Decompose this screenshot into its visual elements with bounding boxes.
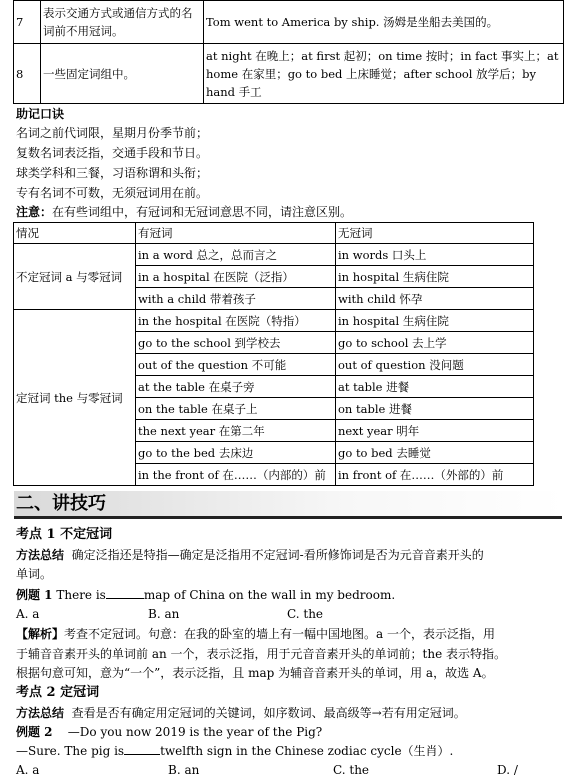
mnemonic-line: 专有名词不可数，无须冠词用在前。 [16,186,209,200]
rule-example: at night 在晚上；at first 起初；on time 按时；in fact 事实上；at home 在家里；go to bed 上床睡觉；after school 放学后；by hand 手工 [204,44,564,104]
with-article-cell: in the front of 在……（内部的）前 [136,464,336,486]
analysis-cont: 根据句意可知，意为“一个”，表示泛指，且 map 为辅音音素开头的单词，用 a，故选 A。 [16,666,494,680]
without-article-cell: next year 明年 [336,420,534,442]
option-b: B. an [168,763,200,777]
with-article-cell: on the table 在桌子上 [136,398,336,420]
option-c: C. the [333,763,370,777]
rule-text: 一些固定词组中。 [41,44,204,104]
with-article-cell: go to the school 到学校去 [136,332,336,354]
option-a: A. a [16,607,40,621]
row-number: 7 [14,1,41,44]
comparison-table [13,222,534,486]
analysis-label: 【解析】 [16,627,65,641]
without-article-cell: on table 进餐 [336,398,534,420]
example2-answer [16,743,453,759]
note-text: 在有些词组中，有冠词和无冠词意思不同，请注意区别。 [52,205,353,219]
mnemonic-title: 助记口诀 [16,107,65,121]
group-label: 定冠词 the 与零冠词 [14,310,136,486]
point1-method [16,547,484,563]
rule-example: Tom went to America by ship. 汤姆是坐船去美国的。 [204,1,564,44]
answer-blank [124,744,160,755]
point2-method [16,705,466,721]
table-row [14,1,564,44]
without-article-cell: in hospital 生病住院 [336,310,534,332]
section-divider [14,516,562,519]
point1-method-cont: 单词。 [16,567,53,581]
example-label: 例题 2 [16,725,53,739]
without-article-cell: out of question 没问题 [336,354,534,376]
example-text-pre: —Sure. The pig is [16,744,125,758]
header-cell: 有冠词 [136,223,336,244]
example-label: 例题 1 [16,588,53,602]
table-header-row [14,223,534,244]
example-question: —Do you now 2019 is the year of the Pig? [67,725,323,739]
without-article-cell: in words 口头上 [336,244,534,266]
option-a: A. a [16,763,40,777]
analysis [16,626,495,642]
table-row [14,244,534,266]
note-paragraph [16,204,352,220]
analysis-cont: 于辅音音素开头的单词前 an 一个，表示泛指，用于元音音素开头的单词前；the 表示特指。 [16,647,506,661]
with-article-cell: at the table 在桌子旁 [136,376,336,398]
rules-table [13,0,564,104]
without-article-cell: go to school 去上学 [336,332,534,354]
header-cell: 情况 [14,223,136,244]
option-c: C. the [287,607,324,621]
method-text: 查看是否有确定用定冠词的关键词，如序数词、最高级等→若有用定冠词。 [71,706,466,720]
point1-title: 考点 1 不定冠词 [16,527,113,542]
group-label: 不定冠词 a 与零冠词 [14,244,136,310]
with-article-cell: in the hospital 在医院（特指） [136,310,336,332]
with-article-cell: the next year 在第二年 [136,420,336,442]
note-label: 注意： [16,205,53,219]
rule-text: 表示交通方式或通信方式的名词前不用冠词。 [41,1,204,44]
section-heading: 二、讲技巧 [14,491,564,516]
without-article-cell: go to bed 去睡觉 [336,442,534,464]
mnemonic-line: 球类学科和三餐，习语称谓和头衔； [16,166,209,180]
option-d: D. / [497,763,518,777]
with-article-cell: with a child 带着孩子 [136,288,336,310]
example1 [16,587,395,603]
header-cell: 无冠词 [336,223,534,244]
with-article-cell: in a hospital 在医院（泛指） [136,266,336,288]
point2-title: 考点 2 定冠词 [16,685,100,700]
method-text: 确定泛指还是特指—确定是泛指用不定冠词-看所修饰词是否为元音音素开头的 [71,548,484,562]
without-article-cell: in front of 在……（外部的）前 [336,464,534,486]
method-label: 方法总结 [16,548,65,562]
table-row [14,310,534,332]
mnemonic-line: 名词之前代词限，星期月份季节前； [16,126,209,140]
example2 [16,724,322,740]
example-text-post: twelfth sign in the Chinese zodiac cycle（生肖）. [160,744,454,758]
mnemonic-line: 复数名词表泛指，交通手段和节日。 [16,146,209,160]
with-article-cell: go to the bed 去床边 [136,442,336,464]
analysis-text: 考查不定冠词。句意：在我的卧室的墙上有一幅中国地图。a 一个，表示泛指，用 [64,627,495,641]
row-number: 8 [14,44,41,104]
option-b: B. an [148,607,180,621]
example-text-post: map of China on the wall in my bedroom. [143,588,396,602]
with-article-cell: in a word 总之，总而言之 [136,244,336,266]
table-row [14,44,564,104]
without-article-cell: at table 进餐 [336,376,534,398]
method-label: 方法总结 [16,706,65,720]
without-article-cell: with child 怀孕 [336,288,534,310]
answer-blank [106,588,144,599]
with-article-cell: out of the question 不可能 [136,354,336,376]
example-text-pre: There is [56,588,106,602]
without-article-cell: in hospital 生病住院 [336,266,534,288]
